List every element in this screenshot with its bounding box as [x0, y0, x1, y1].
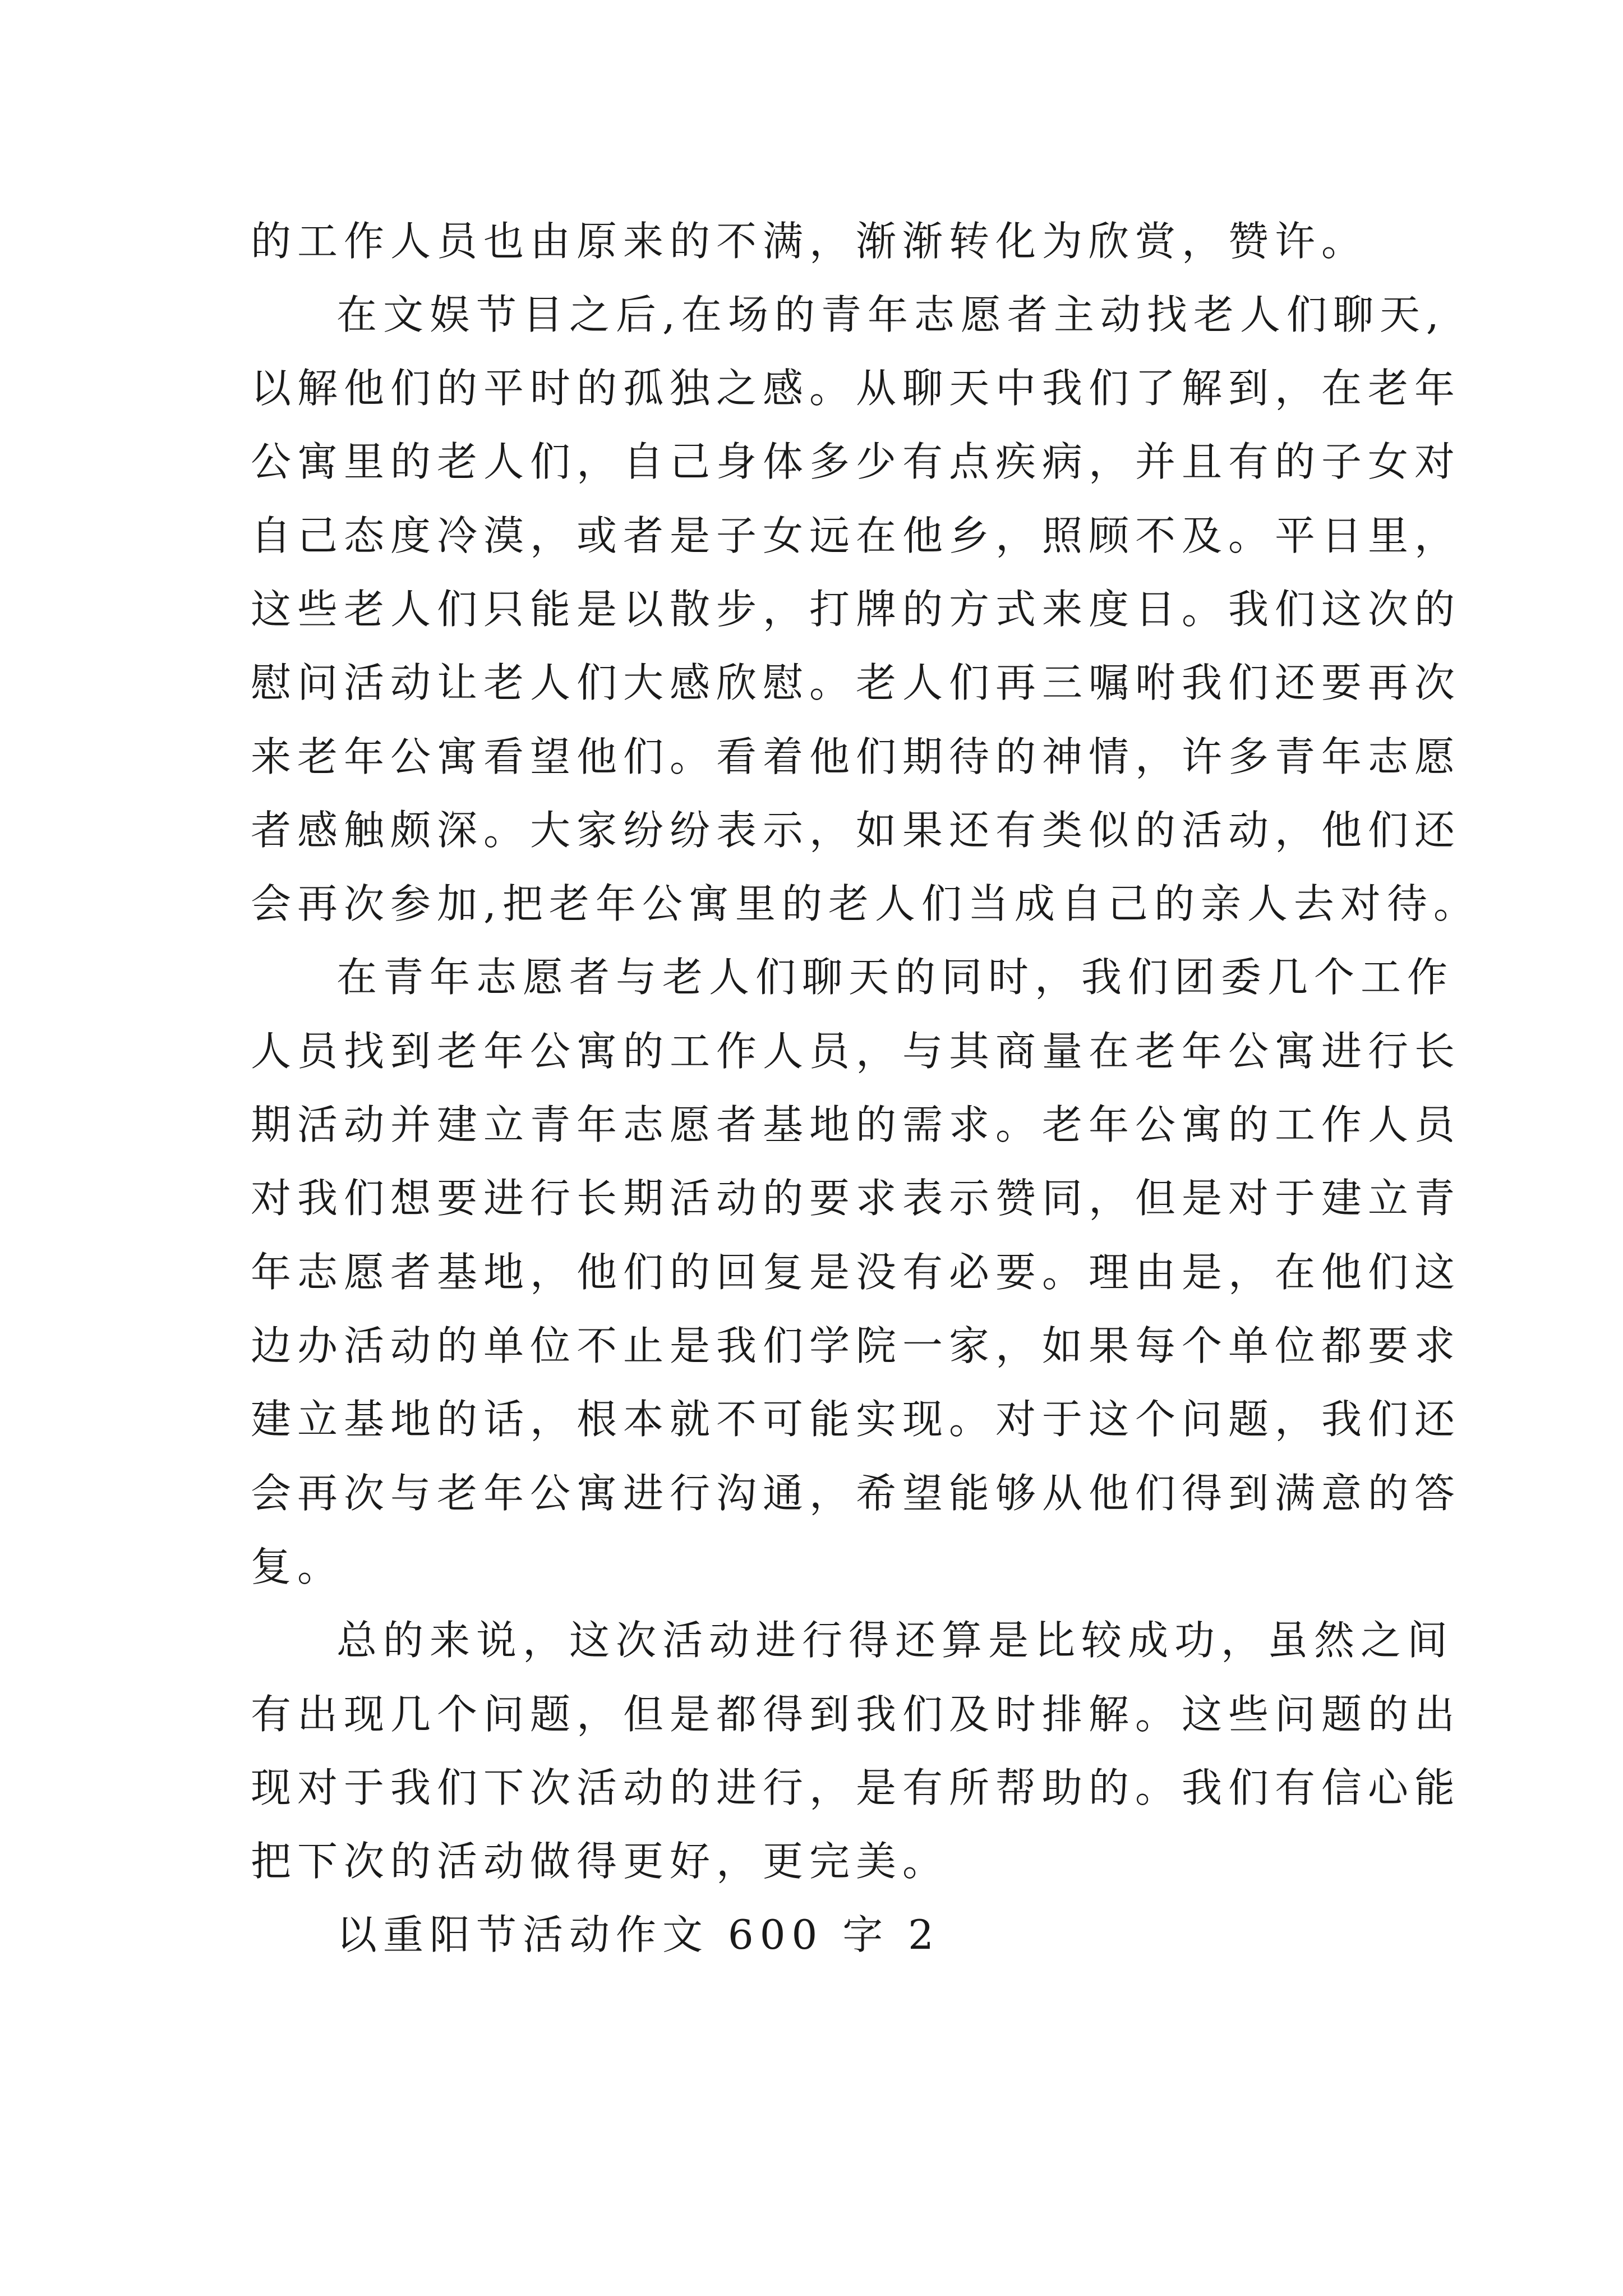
text-line: 会再次与老年公寓进行沟通，希望能够从他们得到满意的答 [251, 1470, 1461, 1517]
text-line: 人员找到老年公寓的工作人员，与其商量在老年公寓进行长 [251, 1028, 1461, 1075]
text-line: 复。 [251, 1543, 344, 1590]
section-heading: 以重阳节活动作文 600 字 2 [336, 1911, 940, 1958]
text-line: 公寓里的老人们，自己身体多少有点疾病，并且有的子女对 [251, 438, 1461, 485]
text-line: 会再次参加,把老年公寓里的老人们当成自己的亲人去对待。 [251, 880, 1480, 927]
text-line: 慰问活动让老人们大感欣慰。老人们再三嘱咐我们还要再次 [251, 659, 1461, 706]
text-line: 年志愿者基地，他们的回复是没有必要。理由是，在他们这 [251, 1249, 1461, 1296]
text-line: 者感触颇深。大家纷纷表示，如果还有类似的活动，他们还 [251, 807, 1461, 854]
text-line: 期活动并建立青年志愿者基地的需求。老年公寓的工作人员 [251, 1101, 1461, 1148]
paragraph-start-line: 总的来说，这次活动进行得还算是比较成功，虽然之间 [336, 1617, 1454, 1664]
text-line: 建立基地的话，根本就不可能实现。对于这个问题，我们还 [251, 1396, 1461, 1443]
text-line: 来老年公寓看望他们。看着他们期待的神情，许多青年志愿 [251, 733, 1461, 780]
text-line: 以解他们的平时的孤独之感。从聊天中我们了解到，在老年 [251, 365, 1461, 412]
text-line: 边办活动的单位不止是我们学院一家，如果每个单位都要求 [251, 1322, 1461, 1369]
text-line: 这些老人们只能是以散步，打牌的方式来度日。我们这次的 [251, 586, 1461, 633]
text-line: 的工作人员也由原来的不满，渐渐转化为欣赏，赞许。 [251, 218, 1368, 265]
text-line: 对我们想要进行长期活动的要求表示赞同，但是对于建立青 [251, 1175, 1461, 1222]
text-line: 把下次的活动做得更好，更完美。 [251, 1838, 949, 1885]
text-line: 自己态度冷漠，或者是子女远在他乡，照顾不及。平日里， [251, 512, 1461, 559]
text-line: 现对于我们下次活动的进行，是有所帮助的。我们有信心能 [251, 1764, 1461, 1811]
paragraph-start-line: 在文娱节目之后,在场的青年志愿者主动找老人们聊天, [336, 291, 1445, 338]
paragraph-start-line: 在青年志愿者与老人们聊天的同时，我们团委几个工作 [336, 954, 1454, 1001]
text-line: 有出现几个问题，但是都得到我们及时排解。这些问题的出 [251, 1691, 1461, 1738]
